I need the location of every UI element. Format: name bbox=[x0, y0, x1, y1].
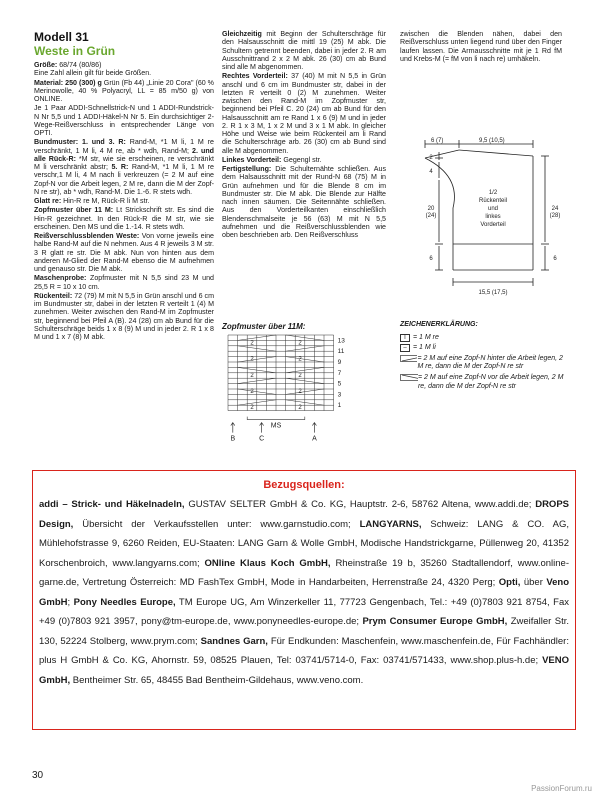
schematic-center-1: 1/2 bbox=[488, 190, 498, 196]
chart-row-label: 11 bbox=[337, 348, 345, 356]
cable-chart bbox=[222, 322, 382, 452]
schematic-top-a: 6 (7) bbox=[431, 138, 444, 144]
arrow-icon bbox=[231, 423, 235, 433]
symbol-legend bbox=[400, 321, 565, 393]
chart-cell-value: 2 bbox=[250, 405, 254, 412]
needles-paragraph: Je 1 Paar ADDI-Schnellstrick-N und 1 ADDI-Rundstrick-N Nr 5,5 und 1 ADDI-Häkel-N Nr 5. Ein durchsichtiger 2-Wege-Reißverschluss in entsprechender Länge von OPTI. bbox=[34, 104, 214, 137]
chart-cell-value: 2 bbox=[298, 372, 302, 379]
arrow-label: B bbox=[230, 435, 236, 443]
back-piece-paragraph: Rückenteil: 72 (79) M mit N 5,5 in Grün anschl und 6 cm im Bundmuster str, dabei in der letzten R verteilt 1 (4) M zunehmen. Weiter zwischen den Rand-M im Zopfmuster str, beginnend bei Pfeil A (B). 24 (28) cm ab Bund für die Schulterschräge beids 1 x 8 (9) M und in jeder 2. R 1 x 8 M und 1 x 7 (8) M abk. bbox=[34, 291, 214, 341]
schematic-left-4: 4 bbox=[429, 169, 433, 175]
page-number: 30 bbox=[32, 770, 44, 781]
cable-pattern-paragraph: Zopfmuster über 11 M: Lt Strickschrift str. Es sind die Hin-R gezeichnet. In den Rück-R die M str, wie sie erscheinen. Den MS und die 1.-14. R stets wdh. bbox=[34, 206, 214, 231]
chart-cell-value: 2 bbox=[250, 372, 254, 379]
schematic-top-b: 9,5 (10,5) bbox=[479, 138, 505, 144]
ms-bracket bbox=[247, 417, 305, 420]
cable-back-symbol-icon bbox=[400, 355, 417, 363]
chart-row-label: 7 bbox=[337, 369, 342, 377]
schematic-center-5: Vorderteil bbox=[480, 222, 506, 228]
garment-schematic bbox=[405, 136, 565, 311]
schematic-center-4: linkes bbox=[485, 214, 501, 220]
chart-cell-value: 2 bbox=[298, 405, 302, 412]
model-title: Modell 31 bbox=[34, 30, 89, 44]
schematic-right-24: 24 bbox=[551, 206, 559, 212]
size-paragraph: Größe: 68/74 (80/86) Eine Zahl allein gilt für beide Größen. bbox=[34, 61, 152, 78]
schematic-center-3: und bbox=[487, 206, 499, 212]
legend-item-purl: – = 1 M li bbox=[400, 344, 565, 353]
gauge-paragraph: Maschenprobe: Zopfmuster mit N 5,5 sind 23 M und 25,5 R = 10 x 10 cm. bbox=[34, 274, 214, 291]
schematic-bottom: 15,5 (17,5) bbox=[478, 290, 508, 296]
chart-cell-value: 2 bbox=[298, 340, 302, 347]
ms-label: MS bbox=[270, 422, 282, 430]
zipper-band-paragraph: Reißverschlussblenden Weste: Von vorne jeweils eine halbe Rand-M auf die N nehmen. Aus 4 R jeweils 3 M str. 3 R glatt re str. Die M abk. Nun von hinten aus dem anderen M-Glied der Rand-M ebenso die M aufnehmen und genauso str. Die M abk. bbox=[34, 232, 215, 273]
chart-cell-value: 2 bbox=[250, 389, 254, 395]
right-front-paragraph: Rechtes Vorderteil: 37 (40) M mit N 5,5 in Grün anschl und 6 cm im Bundmuster str, dabei in der letzten R verteilt 0 (2) M zunehmen. Weiter zwischen den Rand-M im Zopfmuster str, beginnend bei Pfeil C. 20 (24) cm ab Bund für den Halsausschnitt am re Rand 1 x 6 (9) M und in jeder 2. R 1 x 3 M, 1 x 2 M und 3 x 1 M abk. In gleicher Höhe und Weise wie beim Rückenteil am li Rand die Schulterschräge arb. 26 (30) cm ab Bund sind alle M abgenommen. bbox=[222, 72, 386, 155]
instructions-column-3 bbox=[400, 30, 562, 64]
chart-row-label: 1 bbox=[337, 402, 342, 410]
stockinette-paragraph: Glatt re: Hin-R re M, Rück-R li M str. bbox=[34, 197, 150, 205]
arrow-icon bbox=[312, 423, 316, 433]
finishing-continued-paragraph: zwischen die Blenden nähen, dabei den Reißverschluss unten liegend rund über den Finger laufen lassen. Die Armausschnitte mit je 1 Rd fM und Krebs-M (= fM von li nach re) umhäkeln. bbox=[400, 30, 562, 63]
schematic-right-28: (28) bbox=[549, 213, 561, 219]
cable-chart-grid bbox=[222, 331, 382, 449]
legend-title: ZEICHENERKLÄRUNG: bbox=[400, 321, 478, 328]
instructions-column-1 bbox=[34, 30, 214, 342]
suppliers-box bbox=[32, 470, 576, 730]
schematic-left-20: 20 bbox=[427, 206, 435, 212]
legend-item-knit: I = 1 M re bbox=[400, 334, 565, 343]
chart-cell-value: 2 bbox=[250, 356, 254, 363]
model-subtitle: Weste in Grün bbox=[34, 44, 116, 58]
schematic-left-24: (24) bbox=[425, 213, 437, 219]
purl-symbol-icon: – bbox=[400, 344, 410, 352]
chart-cell-value: 2 bbox=[298, 389, 302, 395]
legend-item-cable-back: = 2 M auf eine Zopf-N hinter die Arbeit legen, 2 M re, dann die M der Zopf-N re str bbox=[400, 355, 565, 372]
simultaneously-paragraph: Gleichzeitig mit Beginn der Schulterschräge für den Halsausschnitt die mittl 19 (25) M abk. Die Schultern getrennt beenden, dabei in jeder 2. R am Ausschnittrand 2 x 2 M abk. 26 (30) cm ab Bund sind alle M abgenommen. bbox=[222, 30, 386, 71]
instructions-column-2 bbox=[222, 30, 386, 240]
schematic-left-6: 6 bbox=[429, 256, 433, 262]
arrow-icon bbox=[260, 423, 264, 433]
left-front-paragraph: Linkes Vorderteil: Gegengl str. bbox=[222, 155, 322, 164]
finishing-paragraph: Fertigstellung: Die Schulternähte schließen. Aus dem Halsausschnitt mit der Rund-N 68 (75) M in Grün aufnehmen und für die Blende 8 cm im Bundmuster str. Die M abk. Die Blende zur Hälfte nach innen säumen. Die Seitennähte schließen. Aus den Vorderteilkanten einschließlich Blendenschmalseite je 56 (63) M mit N 5,5 aufnehmen und die Reißverschlussblenden wie oben beschrieben arb. Den Reißverschluss bbox=[222, 165, 386, 239]
schematic-right-6: 6 bbox=[553, 256, 557, 262]
chart-cell-value: 2 bbox=[298, 356, 302, 363]
rib-pattern-paragraph: Bundmuster: 1. und 3. R: Rand-M, *1 M li, 1 M re verschränkt, 1 M li, 4 M re, ab * wdh, Rand-M; 2. und alle Rück-R: *M str, wie sie erscheinen, re verschränkt M li verschränkt abstr; 5. R: Rand-M, *1 M li, 1 M re verschr,1 M li, 4 M nach li verkreuzen (= 2 M auf eine Zopf-N vor die Arbeit legen, 2 M re, dann die M der Zopf-N re str), ab * wdh, Rand-M. Die 1.-6. R stets wdh. bbox=[34, 138, 214, 196]
chart-cell-value: 2 bbox=[250, 340, 254, 347]
material-paragraph: Material: 250 (300) g Grün (Fb 44) „Linie 20 Cora" (60 % Merinowolle, 40 % Polyacryl, LL = 85 m/50 g) von ONLINE. bbox=[34, 78, 214, 103]
arrow-label: C bbox=[259, 435, 265, 443]
chart-row-label: 3 bbox=[337, 391, 342, 399]
chart-row-label: 5 bbox=[337, 380, 342, 388]
chart-row-label: 9 bbox=[337, 359, 342, 366]
arrow-label: A bbox=[312, 435, 317, 443]
chart-title: Zopfmuster über 11M: bbox=[222, 322, 306, 331]
cable-front-symbol-icon bbox=[400, 374, 418, 382]
suppliers-body: addi – Strick- und Häkelnadeln, GUSTAV SELTER GmbH & Co. KG, Hauptstr. 2-6, 58762 Altena, www.addi.de; DROPS Design, Übersicht der Verkaufsstellen unter: www.garnstudio.com; LANGYARNS, Schweiz: LANG & CO. AG, Mühlehofstrasse 9, 6260 Reiden, EU-Staaten: LANG Garn & Wolle GmbH, Modische Handstrickgarne, Püllenweg 20, 41352 Korschenbroich, www.langyarns.com; ONline Klaus Koch GmbH, Rheinstraße 19 b, 35260 Stadtallendorf, www.online-garne.de, Vertretung Österreich: MD FashTex GmbH, Mode in Handarbeiten, Herrenstraße 24, 4320 Perg; Opti, über Veno GmbH; Pony Needles Europe, TM Europe UG, Am Winzerkeller 11, 77723 Gengenbach, Tel.: +49 (0)7803 921 8754, Fax +49 (0)7803 921 3957, pony@tm-europe.de, www.ponyneedles-europe.de; Prym Consumer Europe GmbH, Zweifaller Str. 130, 52224 Stolberg, www.prym.com; Sandnes Garn, Für Endkunden: Maschenfein, www.maschenfein.de, Für Fachhändler: plus H GmbH & Co. KG, Ahornstr. 59, 08525 Plauen, Tel: 03741/5714-0, Fax: 03741/571433, www.shop.plus-h.de; VENO GmbH, Bentheimer Str. 65, 48455 Bad Bentheim-Gildehaus, www.veno.com. bbox=[39, 499, 570, 686]
watermark: PassionForum.ru bbox=[531, 784, 592, 793]
knit-symbol-icon: I bbox=[400, 334, 410, 342]
chart-row-label: 13 bbox=[337, 337, 345, 345]
legend-item-cable-front: = 2 M auf eine Zopf-N vor die Arbeit legen, 2 M re, dann die M der Zopf-N re str bbox=[400, 374, 565, 391]
suppliers-title: Bezugsquellen: bbox=[263, 479, 345, 491]
schematic-center-2: Rückenteil bbox=[478, 198, 508, 204]
schematic-left-2: 2 bbox=[429, 155, 433, 161]
